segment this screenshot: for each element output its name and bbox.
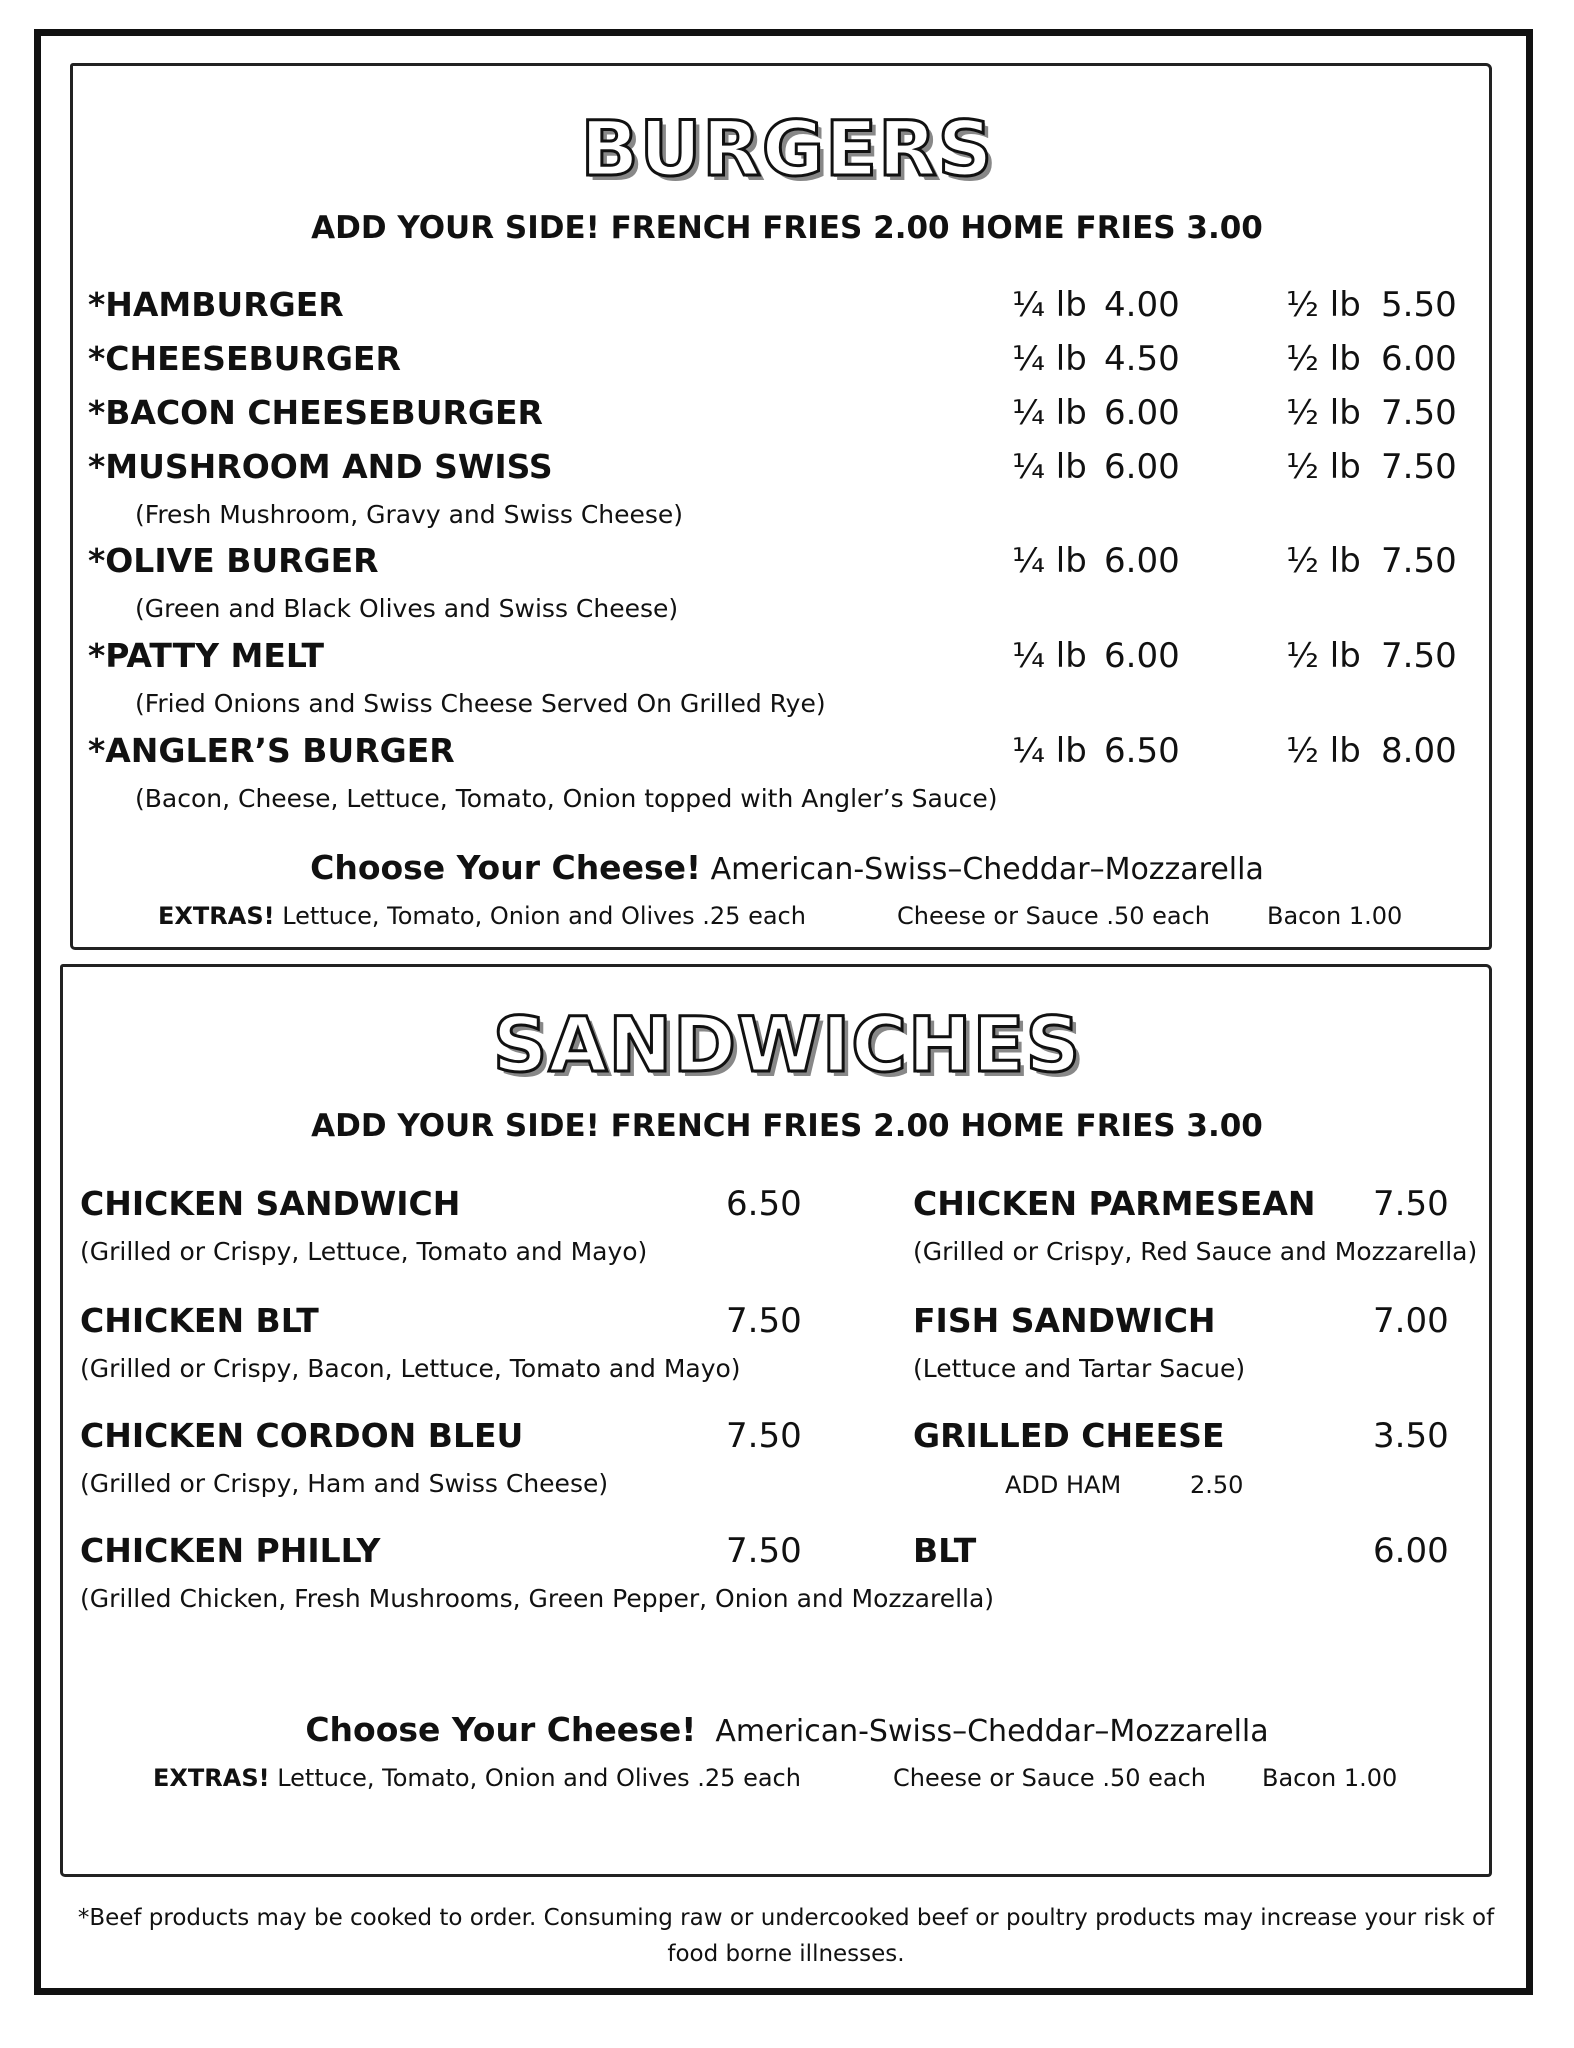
burger-half-price: 8.00 bbox=[1381, 731, 1457, 771]
burgers-extras-cheese: Cheese or Sauce .50 each bbox=[897, 902, 1210, 930]
burger-quarter-price: 6.00 bbox=[1104, 636, 1180, 676]
burger-quarter-size: ¼ lb bbox=[1012, 447, 1087, 487]
add-ham-label: ADD HAM bbox=[1005, 1471, 1122, 1499]
burger-half-price: 6.00 bbox=[1381, 339, 1457, 379]
burger-half-price: 7.50 bbox=[1381, 393, 1457, 433]
sandwich-item-price: 7.00 bbox=[1373, 1301, 1449, 1341]
burger-quarter-size: ¼ lb bbox=[1012, 636, 1087, 676]
burger-item-desc: (Green and Black Olives and Swiss Cheese) bbox=[135, 594, 679, 623]
burger-half-size: ½ lb bbox=[1286, 393, 1361, 433]
sandwich-item-price: 7.50 bbox=[726, 1416, 802, 1456]
burgers-cheese-line bbox=[0, 848, 1574, 887]
sandwich-item-name: GRILLED CHEESE bbox=[913, 1416, 1225, 1455]
sandwich-item-price: 7.50 bbox=[726, 1531, 802, 1571]
burger-item-name: *PATTY MELT bbox=[88, 636, 325, 675]
add-ham-price: 2.50 bbox=[1190, 1471, 1244, 1499]
burger-half-price: 7.50 bbox=[1381, 636, 1457, 676]
burgers-extras-veg-text: Lettuce, Tomato, Onion and Olives .25 each bbox=[282, 902, 806, 930]
burger-item-name: *BACON CHEESEBURGER bbox=[88, 393, 543, 432]
burgers-title: BURGERS bbox=[580, 104, 994, 193]
sandwich-item-name: CHICKEN PARMESEAN bbox=[913, 1184, 1316, 1223]
burger-half-size: ½ lb bbox=[1286, 731, 1361, 771]
sandwich-item-price: 6.00 bbox=[1373, 1531, 1449, 1571]
burger-item-desc: (Fried Onions and Swiss Cheese Served On Grilled Rye) bbox=[135, 689, 826, 718]
sandwich-item-desc: (Lettuce and Tartar Sacue) bbox=[913, 1354, 1246, 1383]
sandwich-item-desc: (Grilled or Crispy, Lettuce, Tomato and Mayo) bbox=[80, 1237, 648, 1266]
sandwich-item-price: 6.50 bbox=[726, 1184, 802, 1224]
burger-item-name: *OLIVE BURGER bbox=[88, 541, 379, 580]
burger-half-price: 7.50 bbox=[1381, 447, 1457, 487]
burgers-extras-bacon: Bacon 1.00 bbox=[1267, 902, 1403, 930]
burger-quarter-size: ¼ lb bbox=[1012, 541, 1087, 581]
footnote: *Beef products may be cooked to order. Consuming raw or undercooked beef or poultry products may increase your risk of food borne illnesses. bbox=[77, 1905, 1495, 1967]
burger-item-name: *ANGLER’S BURGER bbox=[88, 731, 455, 770]
burgers-side-line: ADD YOUR SIDE! FRENCH FRIES 2.00 HOME FRIES 3.00 bbox=[311, 210, 1263, 246]
sandwich-item-name: CHICKEN SANDWICH bbox=[80, 1184, 461, 1223]
sandwich-item-desc: (Grilled or Crispy, Ham and Swiss Cheese) bbox=[80, 1469, 609, 1498]
burger-quarter-price: 4.50 bbox=[1104, 339, 1180, 379]
burger-half-size: ½ lb bbox=[1286, 285, 1361, 325]
sandwiches-cheese-line bbox=[0, 1710, 1574, 1749]
sandwich-item-name: FISH SANDWICH bbox=[913, 1301, 1216, 1340]
sandwiches-cheese-label: Choose Your Cheese! bbox=[305, 1710, 697, 1749]
sandwiches-title: SANDWICHES bbox=[492, 1000, 1082, 1089]
sandwich-item-price: 3.50 bbox=[1373, 1416, 1449, 1456]
burger-half-size: ½ lb bbox=[1286, 339, 1361, 379]
sandwich-item-name: BLT bbox=[913, 1531, 977, 1570]
burger-half-size: ½ lb bbox=[1286, 541, 1361, 581]
sandwich-item-name: CHICKEN BLT bbox=[80, 1301, 319, 1340]
burger-quarter-price: 6.00 bbox=[1104, 393, 1180, 433]
burger-item-desc: (Bacon, Cheese, Lettuce, Tomato, Onion topped with Angler’s Sauce) bbox=[135, 784, 998, 813]
sandwiches-extras-label: EXTRAS! bbox=[153, 1764, 270, 1792]
burger-quarter-size: ¼ lb bbox=[1012, 285, 1087, 325]
sandwiches-extras-cheese: Cheese or Sauce .50 each bbox=[893, 1764, 1206, 1792]
sandwiches-side-line: ADD YOUR SIDE! FRENCH FRIES 2.00 HOME FRIES 3.00 bbox=[311, 1108, 1263, 1144]
sandwich-item-price: 7.50 bbox=[1373, 1184, 1449, 1224]
sandwich-item-desc: (Grilled or Crispy, Bacon, Lettuce, Tomato and Mayo) bbox=[80, 1354, 741, 1383]
burger-item-name: *HAMBURGER bbox=[88, 285, 344, 324]
burger-item-name: *CHEESEBURGER bbox=[88, 339, 401, 378]
sandwich-item-desc: (Grilled or Crispy, Red Sauce and Mozzarella) bbox=[913, 1237, 1478, 1266]
burger-quarter-size: ¼ lb bbox=[1012, 339, 1087, 379]
burger-quarter-size: ¼ lb bbox=[1012, 393, 1087, 433]
burger-quarter-price: 4.00 bbox=[1104, 285, 1180, 325]
burger-half-price: 5.50 bbox=[1381, 285, 1457, 325]
sandwich-item-name: CHICKEN PHILLY bbox=[80, 1531, 381, 1570]
burgers-cheese-label: Choose Your Cheese! bbox=[310, 848, 702, 887]
burger-item-name: *MUSHROOM AND SWISS bbox=[88, 447, 553, 486]
burger-half-size: ½ lb bbox=[1286, 447, 1361, 487]
burgers-extras-veg bbox=[158, 902, 806, 930]
sandwich-item-desc: (Grilled Chicken, Fresh Mushrooms, Green Pepper, Onion and Mozzarella) bbox=[80, 1584, 995, 1613]
burgers-extras-label: EXTRAS! bbox=[158, 902, 275, 930]
burger-item-desc: (Fresh Mushroom, Gravy and Swiss Cheese) bbox=[135, 500, 684, 529]
burger-half-price: 7.50 bbox=[1381, 541, 1457, 581]
burger-quarter-price: 6.50 bbox=[1104, 731, 1180, 771]
burgers-cheese-options: American-Swiss–Cheddar–Mozzarella bbox=[710, 852, 1264, 887]
sandwiches-extras-veg bbox=[153, 1764, 801, 1792]
burger-half-size: ½ lb bbox=[1286, 636, 1361, 676]
sandwich-item-name: CHICKEN CORDON BLEU bbox=[80, 1416, 524, 1455]
sandwiches-cheese-options: American-Swiss–Cheddar–Mozzarella bbox=[715, 1714, 1269, 1749]
sandwiches-extras-veg-text: Lettuce, Tomato, Onion and Olives .25 each bbox=[277, 1764, 801, 1792]
burger-quarter-price: 6.00 bbox=[1104, 541, 1180, 581]
burger-quarter-price: 6.00 bbox=[1104, 447, 1180, 487]
burger-quarter-size: ¼ lb bbox=[1012, 731, 1087, 771]
sandwich-item-price: 7.50 bbox=[726, 1301, 802, 1341]
sandwiches-extras-bacon: Bacon 1.00 bbox=[1262, 1764, 1398, 1792]
